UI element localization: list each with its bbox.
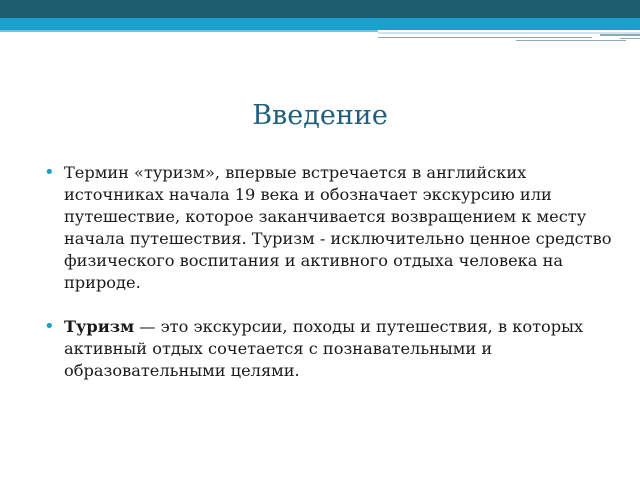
header-rule: [600, 34, 640, 36]
bullet-icon: •: [44, 162, 55, 183]
slide-title: Введение: [252, 100, 388, 131]
bullet-item: [44, 162, 616, 294]
bullet-item: [44, 316, 616, 382]
header-rule: [0, 30, 378, 32]
slide-content: [44, 162, 616, 404]
header-band-teal: [0, 18, 640, 30]
header-rule: [378, 37, 592, 38]
bullet-icon: •: [44, 316, 55, 337]
header-band-dark: [0, 0, 640, 18]
header-rule: [620, 38, 640, 39]
bullet-text: Термин «туризм», впервые встречается в английских источниках начала 19 века и обозначает экскурсию или путешествие, которое заканчивается возвращением к месту начала путешествия. Туризм - исключительно ценное средство физического воспитания и активного отдыха человека на природе.: [64, 163, 612, 292]
header-rule: [516, 40, 626, 41]
bullet-term: Туризм: [64, 317, 135, 336]
bullet-text: — это экскурсии, походы и путешествия, в которых активный отдых сочетается с познавательными и образовательными целями.: [64, 317, 584, 380]
